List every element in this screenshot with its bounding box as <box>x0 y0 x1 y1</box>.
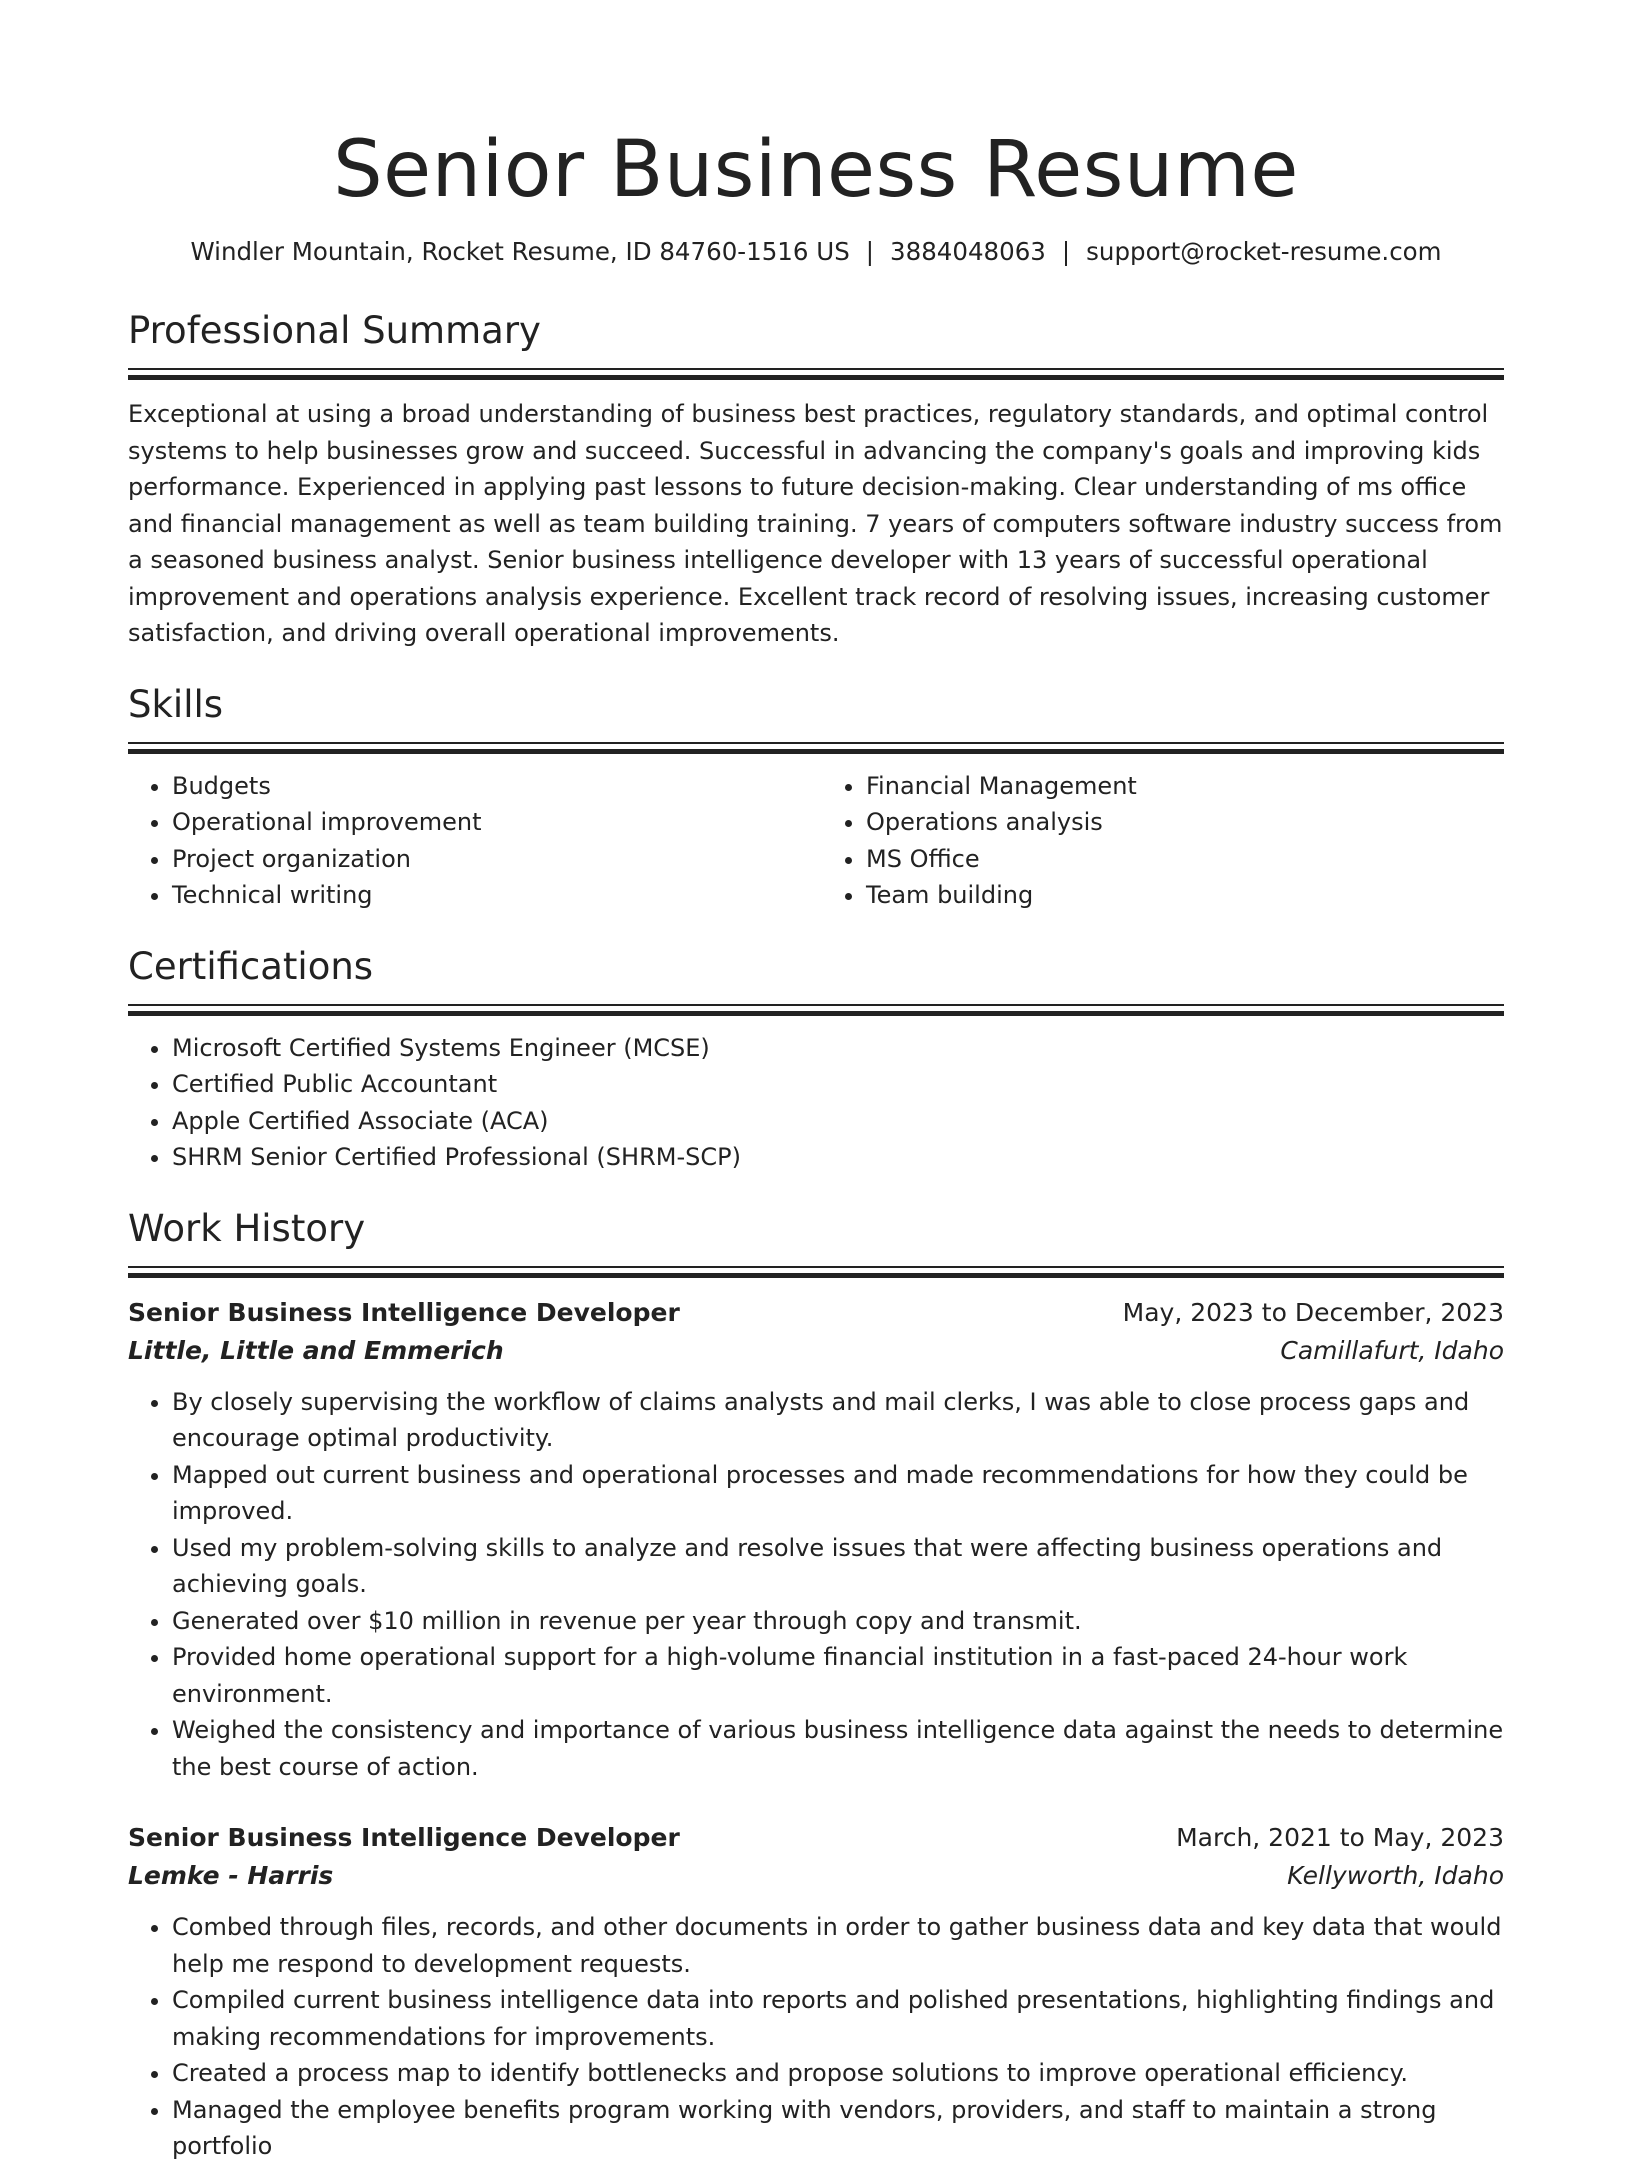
job-bullet: • Managed the employee benefits program working with vendors, providers, and staff to maintain a strong portfolio <box>172 2092 1504 2165</box>
skills-section <box>128 682 1504 914</box>
job-title: Senior Business Intelligence Developer <box>128 1297 680 1327</box>
contact-separator: | <box>865 237 875 266</box>
job-title: Senior Business Intelligence Developer <box>128 1823 680 1852</box>
section-title-skills: Skills <box>128 682 224 726</box>
job-location: Camillafurt, Idaho <box>1280 1335 1504 1365</box>
section-divider <box>128 368 1504 380</box>
job-company: Little, Little and Emmerich <box>128 1335 504 1365</box>
summary-text: Exceptional at using a broad understanding of business best practices, regulatory standards, and optimal control systems to help businesses grow and succeed. Successful in advancing the company's goals and improving kids performance. Experienced in applying past lessons to future decision-making. Clear understanding of ms office and financial management as well as team building training. 7 years of computers software industry success from a seasoned business analyst. Senior business intelligence developer with 13 years of successful operational improvement and operations analysis experience. Excellent track record of resolving issues, increasing customer satisfaction, and driving overall operational improvements. <box>128 400 1503 647</box>
skill-item: • Budgets <box>172 768 816 805</box>
certifications-section <box>128 944 1504 1176</box>
certification-item: • SHRM Senior Certified Professional (SHRM-SCP) <box>172 1139 1504 1176</box>
job-bullet: • Used my problem-solving skills to analyze and resolve issues that were affecting business operations and achieving goals. <box>172 1530 1504 1603</box>
certification-item: • Apple Certified Associate (ACA) <box>172 1103 1504 1140</box>
skills-grid <box>128 768 1504 914</box>
job-bullet: • Weighed the consistency and importance of various business intelligence data against the needs to determine the best course of action. <box>172 1712 1504 1785</box>
summary-section <box>128 308 1504 652</box>
job-bullets <box>128 1909 1504 2165</box>
job-company: Lemke - Harris <box>128 1861 334 1890</box>
section-title-work-history: Work History <box>128 1206 366 1250</box>
skill-item: • Operations analysis <box>866 804 1504 841</box>
certifications-list <box>128 1030 1504 1176</box>
certification-item: • Certified Public Accountant <box>172 1066 1504 1103</box>
section-title-certifications: Certifications <box>128 944 374 988</box>
certification-item: • Microsoft Certified Systems Engineer (MCSE) <box>172 1030 1504 1067</box>
skill-item: • Operational improvement <box>172 804 816 841</box>
job-bullet: • Generated over $10 million in revenue per year through copy and transmit. <box>172 1603 1504 1640</box>
job-entry <box>128 1294 1504 1786</box>
job-bullet: • Compiled current business intelligence data into reports and polished presentations, highlighting findings and making recommendations for improvements. <box>172 1982 1504 2055</box>
job-bullet: • Created a process map to identify bottlenecks and propose solutions to improve operational efficiency. <box>172 2055 1504 2092</box>
skills-column-left <box>128 768 816 914</box>
skill-item: • Financial Management <box>866 768 1504 805</box>
work-history-section <box>128 1206 1504 2165</box>
job-bullet: • By closely supervising the workflow of claims analysts and mail clerks, I was able to close process gaps and encourage optimal productivity. <box>172 1384 1504 1457</box>
section-divider <box>128 1266 1504 1278</box>
job-location: Kellyworth, Idaho <box>1287 1861 1504 1890</box>
skill-item: • MS Office <box>866 841 1504 878</box>
skill-item: • Team building <box>866 877 1504 914</box>
contact-separator: | <box>1061 237 1071 266</box>
section-title-summary: Professional Summary <box>128 309 541 352</box>
job-dates: May, 2023 to December, 2023 <box>1122 1297 1504 1327</box>
job-bullet: • Provided home operational support for a high-volume financial institution in a fast-paced 24-hour work environment. <box>172 1639 1504 1712</box>
job-subheader-row <box>128 1332 1504 1370</box>
contact-address: Windler Mountain, Rocket Resume, ID 84760-1516 US <box>190 237 850 266</box>
job-bullet: • Combed through files, records, and other documents in order to gather business data and key data that would help me respond to development requests. <box>172 1909 1504 1982</box>
contact-email: support@rocket-resume.com <box>1086 237 1442 266</box>
contact-line <box>128 236 1504 268</box>
job-bullets <box>128 1384 1504 1786</box>
section-divider <box>128 742 1504 754</box>
skill-item: • Technical writing <box>172 877 816 914</box>
skills-column-right <box>816 768 1504 914</box>
resume-title: Senior Business Resume <box>333 125 1299 215</box>
job-bullet: • Mapped out current business and operational processes and made recommendations for how they could be improved. <box>172 1457 1504 1530</box>
contact-phone: 3884048063 <box>890 237 1046 266</box>
job-entry <box>128 1819 1504 2165</box>
job-dates: March, 2021 to May, 2023 <box>1176 1823 1504 1852</box>
job-header-row <box>128 1294 1504 1332</box>
job-subheader-row <box>128 1857 1504 1895</box>
section-divider <box>128 1004 1504 1016</box>
skill-item: • Project organization <box>172 841 816 878</box>
job-header-row <box>128 1819 1504 1857</box>
